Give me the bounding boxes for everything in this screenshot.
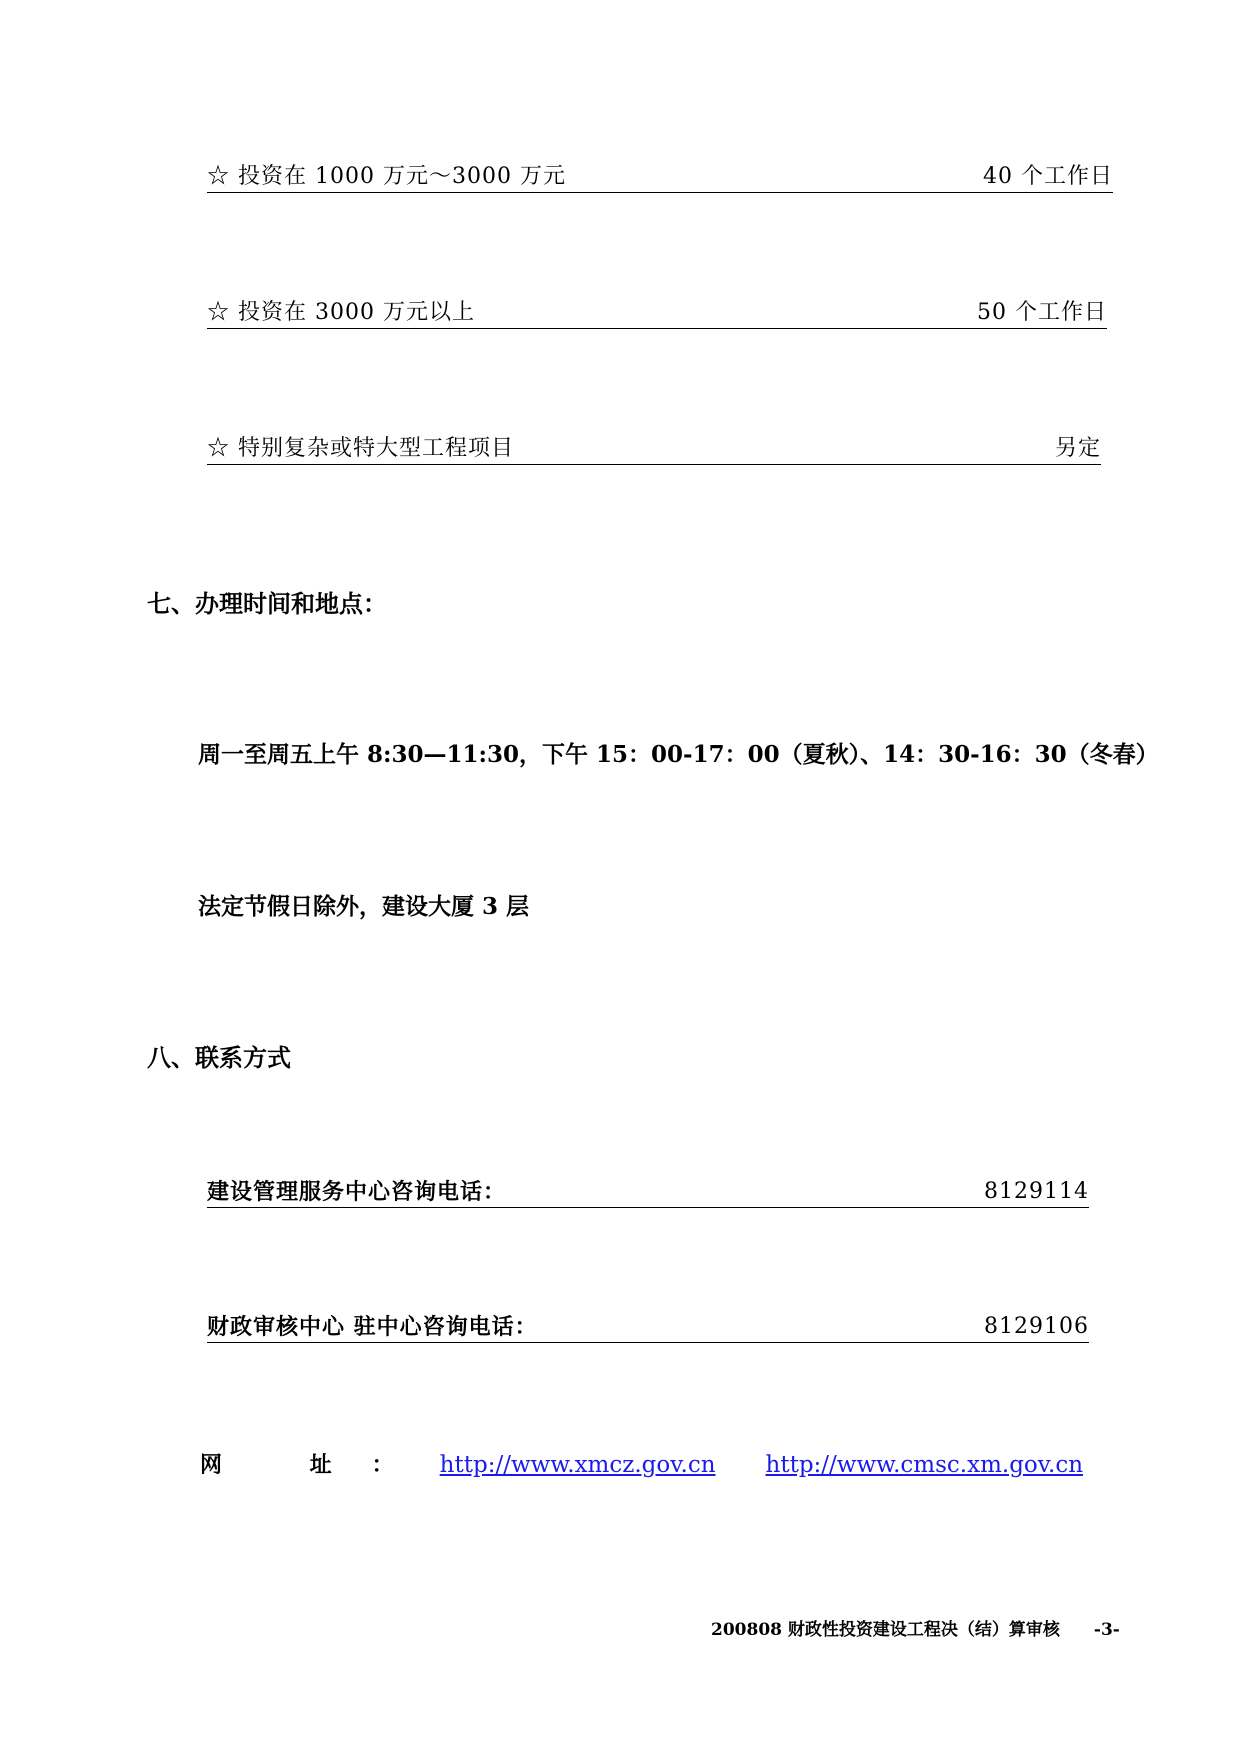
contact-line-2 (207, 1312, 1089, 1343)
link-xmcz[interactable]: http://www.xmcz.gov.cn (439, 1452, 716, 1478)
schedule-item-days: 40 个工作日 (983, 164, 1113, 189)
footer-title: 200808 财政性投资建设工程决（结）算审核 (711, 1620, 1060, 1640)
contact-label: 建设管理服务中心咨询电话： (207, 1179, 507, 1205)
link-cmsc[interactable]: http://www.cmsc.xm.gov.cn (765, 1452, 1084, 1478)
office-hours: 周一至周五上午 8:30—11:30，下午 15：00-17：00（夏秋）、14：30-16：30（冬春） (198, 741, 1159, 768)
contact-phone: 8129106 (984, 1314, 1089, 1339)
page-number: -3- (1093, 1620, 1120, 1640)
contact-line-1 (207, 1177, 1089, 1208)
schedule-item-2 (207, 298, 1107, 329)
contact-phone: 8129114 (984, 1179, 1089, 1204)
page-footer (711, 1618, 1120, 1642)
schedule-item-1 (207, 162, 1113, 193)
website-label: 网 址： (200, 1452, 434, 1478)
section-8-heading: 八、联系方式 (147, 1043, 291, 1072)
section-7-heading: 七、办理时间和地点： (147, 589, 387, 618)
contact-label: 财政审核中心 驻中心咨询电话： (207, 1314, 538, 1340)
schedule-item-text: ☆ 特别复杂或特大型工程项目 (207, 436, 514, 461)
schedule-item-days: 50 个工作日 (977, 300, 1107, 325)
schedule-item-text: ☆ 投资在 1000 万元～3000 万元 (207, 164, 566, 189)
office-location: 法定节假日除外，建设大厦 3 层 (198, 893, 530, 920)
schedule-item-text: ☆ 投资在 3000 万元以上 (207, 300, 475, 325)
website-line (200, 1449, 1083, 1482)
schedule-item-days: 另定 (1054, 436, 1101, 461)
schedule-item-3 (207, 434, 1101, 465)
